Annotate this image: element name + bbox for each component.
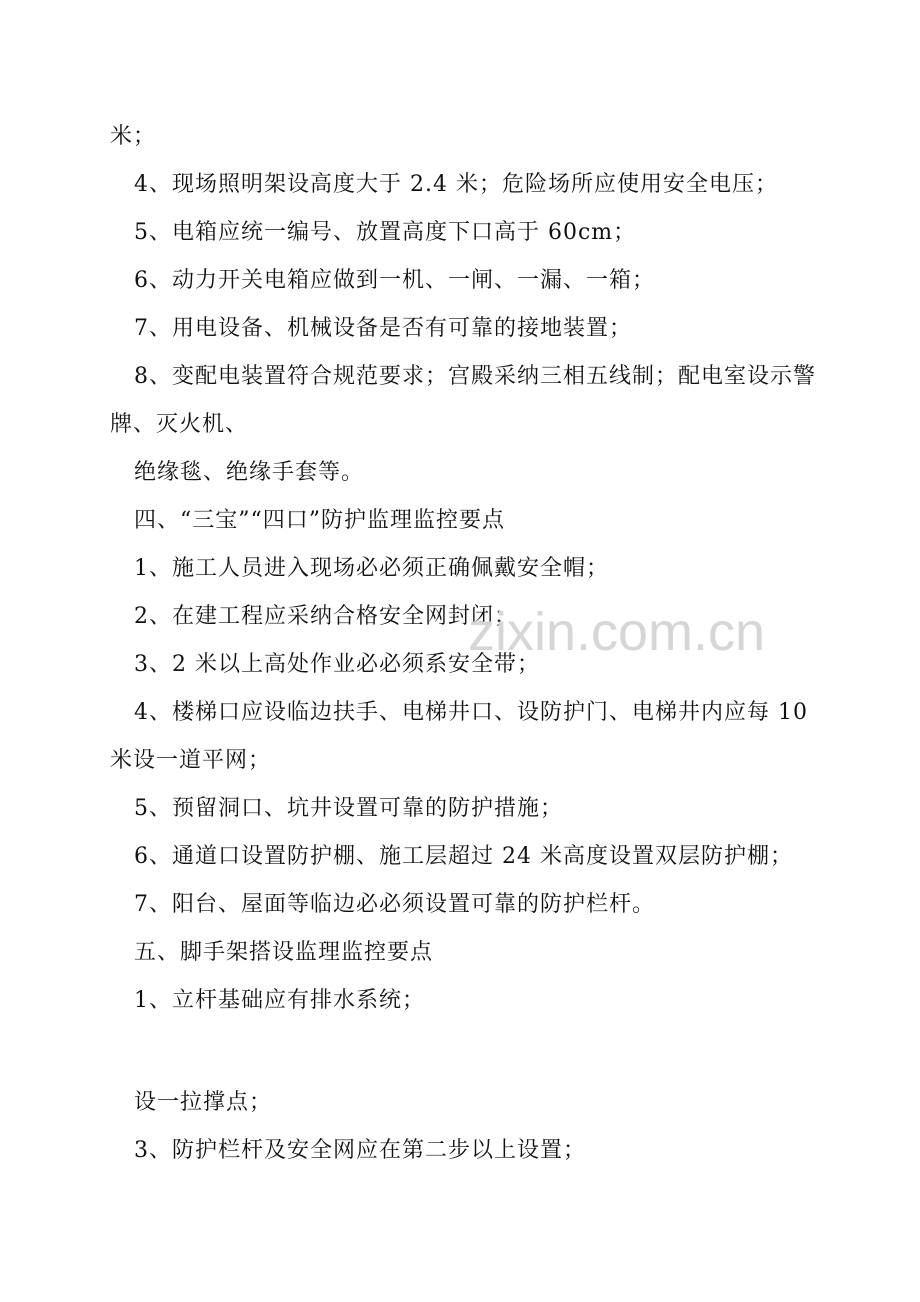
text-line: 4、楼梯口应设临边扶手、电梯井口、设防护门、电梯井内应每 10 [134,700,808,725]
text-line: 1、立杆基础应有排水系统； [134,988,425,1013]
text-line: 5、电箱应统一编号、放置高度下口高于 60cm； [134,220,637,245]
text-line: 7、阳台、屋面等临边必必须设置可靠的防护栏杆。 [134,892,655,917]
section-heading: 四、“三宝”“四口”防护监理监控要点 [134,508,505,533]
text-line: 4、现场照明架设高度大于 2.4 米；危险场所应使用安全电压； [134,172,778,197]
text-line: 6、通道口设置防护棚、施工层超过 24 米高度设置双层防护棚； [134,844,793,869]
text-line: 设一拉撑点； [134,1090,273,1115]
text-line: 3、防护栏杆及安全网应在第二步以上设置； [134,1138,586,1163]
text-line: 牌、灭火机、 [110,412,249,437]
text-line: 3、2 米以上高处作业必必须系安全带； [134,652,540,677]
text-line: 米； [110,124,157,149]
text-line: 1、施工人员进入现场必必须正确佩戴安全帽； [134,556,609,581]
text-line: 6、动力开关电箱应做到一机、一闸、一漏、一箱； [134,268,655,293]
text-line: 5、预留洞口、坑井设置可靠的防护措施； [134,796,563,821]
text-line: 2、在建工程应采纳合格安全网封闭； [134,604,517,629]
section-heading: 五、脚手架搭设监理监控要点 [134,940,434,965]
text-line: 7、用电设备、机械设备是否有可靠的接地装置； [134,316,632,341]
text-line: 绝缘毯、绝缘手套等。 [134,460,365,485]
text-line: 米设一道平网； [110,748,272,773]
watermark: zixin.com.cn [468,602,766,662]
text-line: 8、变配电装置符合规范要求；宫殿采纳三相五线制；配电室设示警 [134,364,816,389]
